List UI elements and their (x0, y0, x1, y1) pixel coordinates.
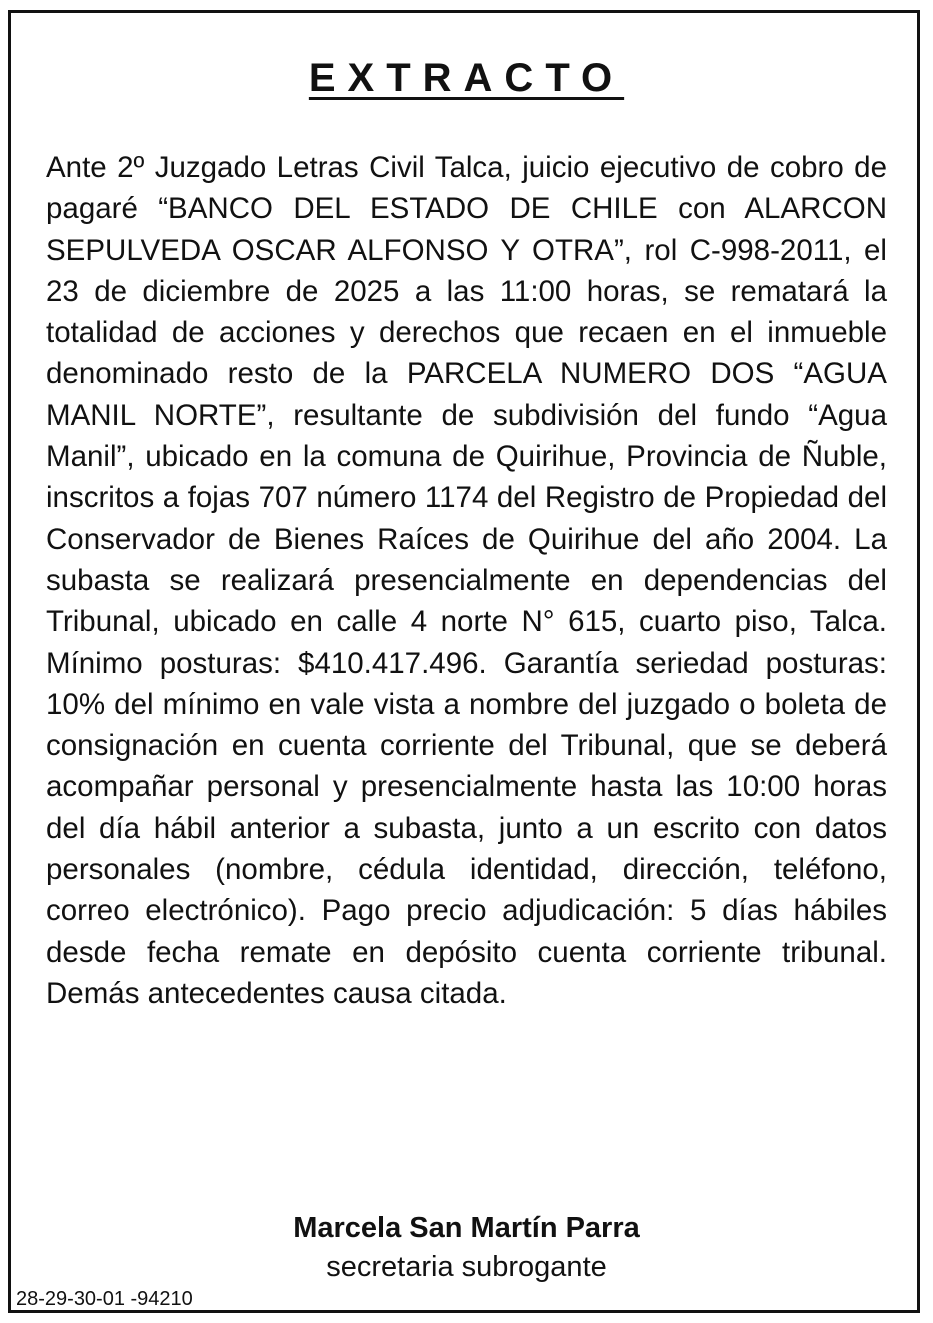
notice-title (0, 52, 933, 104)
notice-body: Ante 2º Juzgado Letras Civil Talca, juicio ejecutivo de cobro de pagaré “BANCO DEL ESTADO DE CHILE con ALARCON SEPULVEDA OSCAR ALFONSO Y OTRA”, rol C-998-2011, el 23 de diciembre de 2025 a las 11:00 horas, se rematará la totalidad de acciones y derechos que recaen en el inmueble denominado resto de la PARCELA NUMERO DOS “AGUA MANIL NORTE”, resultante de subdivisión del fundo “Agua Manil”, ubicado en la comuna de Quirihue, Provincia de Ñuble, inscritos a fojas 707 número 1174 del Registro de Propiedad del Conservador de Bienes Raíces de Quirihue del año 2004. La subasta se realizará presencialmente en dependencias del Tribunal, ubicado en calle 4 norte N° 615, cuarto piso, Talca. Mínimo posturas: $410.417.496. Garantía seriedad posturas: 10% del mínimo en vale vista a nombre del juzgado o boleta de consignación en cuenta corriente del Tribunal, que se deberá acompañar personal y presencialmente hasta las 10:00 horas del día hábil anterior a subasta, junto a un escrito con datos personales (nombre, cédula identidad, dirección, teléfono, correo electrónico). Pago precio adjudicación: 5 días hábiles desde fecha remate en depósito cuenta corriente tribunal. Demás antecedentes causa citada. (46, 151, 887, 1010)
notice-title-text: EXTRACTO (308, 56, 625, 100)
signatory-role: secretaria subrogante (326, 1251, 607, 1283)
signatory-name: Marcela San Martín Parra (293, 1212, 640, 1244)
reference-code: 28-29-30-01 -94210 (16, 1288, 193, 1310)
